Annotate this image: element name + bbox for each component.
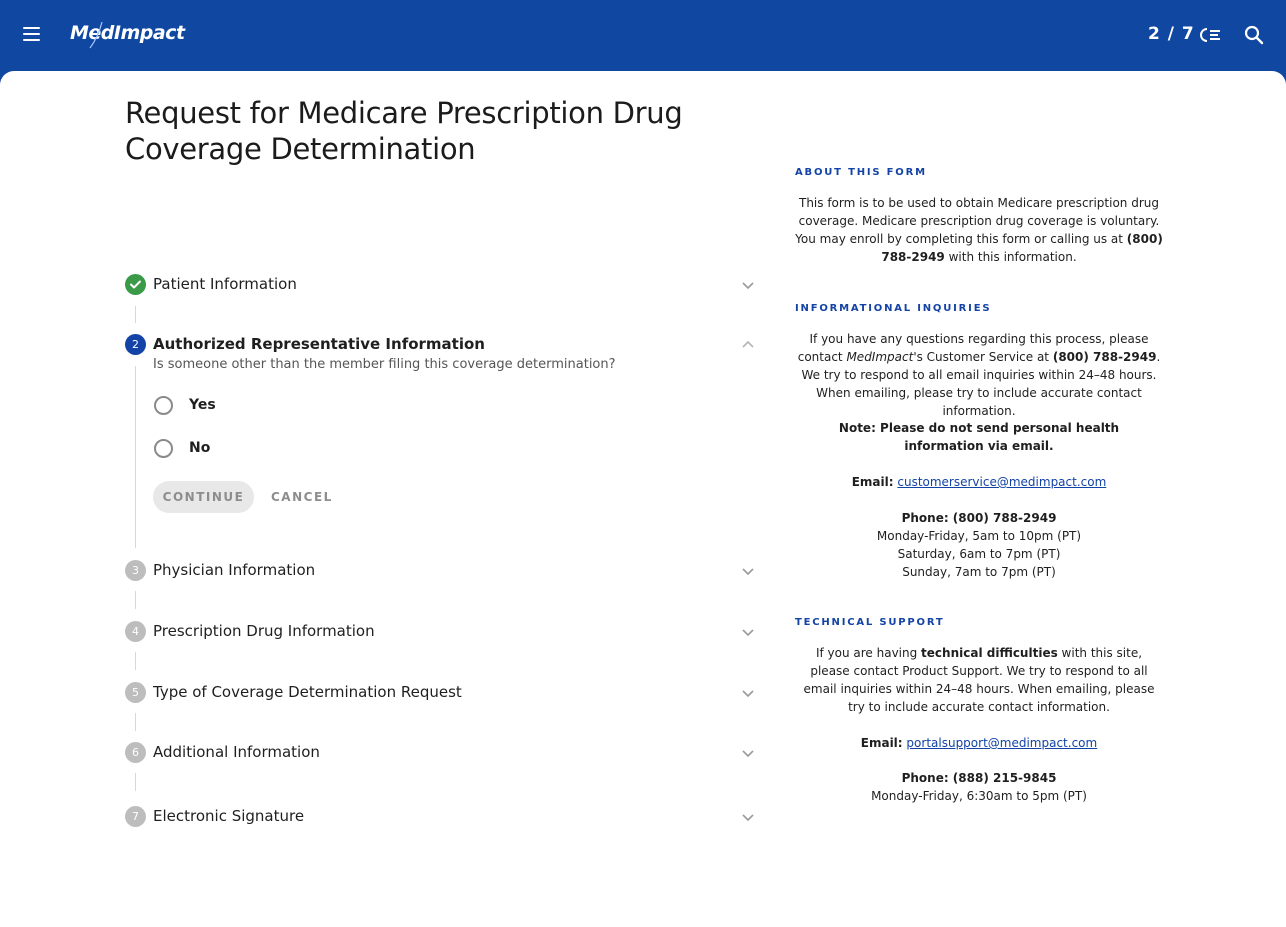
step-patient-information[interactable] [125, 274, 755, 300]
radio-button[interactable] [154, 439, 173, 458]
step-connector [135, 306, 136, 323]
about-text: This form is to be used to obtain Medicare prescription drug coverage. Medicare prescription drug coverage is voluntary. You may enroll by completing this form or calling us at (800) 788-2949 with this information. [795, 196, 1163, 264]
tech-email: Email: portalsupport@medimpact.com [860, 736, 1098, 750]
inquiries-email: Email: customerservice@medimpact.com [851, 475, 1107, 489]
checklist-icon[interactable] [1200, 24, 1222, 46]
inquiries-note: Note: Please do not send personal health information via email. [838, 421, 1120, 453]
step-additional-information[interactable] [125, 742, 755, 768]
step-label: Additional Information [153, 743, 320, 761]
check-icon [125, 274, 146, 295]
chevron-down-icon[interactable] [741, 810, 755, 824]
chevron-down-icon[interactable] [741, 686, 755, 700]
customer-service-email-link[interactable]: customerservice@medimpact.com [897, 475, 1107, 489]
about-heading: ABOUT THIS FORM [795, 167, 927, 178]
step-number-badge: 6 [125, 742, 146, 763]
radio-label: Yes [189, 397, 216, 413]
step-label: Authorized Representative Information [153, 335, 485, 353]
step-label: Prescription Drug Information [153, 622, 375, 640]
step-label: Electronic Signature [153, 807, 305, 825]
step-physician-information[interactable] [125, 560, 755, 586]
step-connector [135, 713, 136, 731]
step-number-badge: 7 [125, 806, 146, 827]
step-number-badge: 3 [125, 560, 146, 581]
inquiries-text: If you have any questions regarding this process, please contact MedImpact's Customer Service at (800) 788-2949. We try to respond to all email inquiries within 24–48 hours. When emailing, please try to include accurate contact information. [797, 332, 1161, 418]
step-label: Physician Information [153, 561, 316, 579]
page-title: Request for Medicare Prescription Drug Coverage Determination [125, 96, 683, 166]
step-label: Patient Information [153, 275, 297, 293]
radio-button[interactable] [154, 396, 173, 415]
tech-phone: Phone: (888) 215-9845 Monday-Friday, 6:30am to 5pm (PT) [871, 771, 1087, 803]
tech-heading: TECHNICAL SUPPORT [795, 617, 945, 628]
hamburger-icon[interactable] [20, 22, 44, 46]
step-number-badge: 5 [125, 682, 146, 703]
tech-text: If you are having technical difficulties with this site, please contact Product Support. We try to respond to all email inquiries within 24–48 hours. When emailing, please try to include accurate contact information. [803, 646, 1155, 714]
medimpact-logo[interactable]: MedImpact [70, 22, 185, 44]
step-question: Is someone other than the member filing this coverage determination? [153, 357, 616, 372]
top-app-bar [0, 0, 1286, 72]
chevron-up-icon[interactable] [741, 338, 755, 352]
step-label: Type of Coverage Determination Request [153, 683, 462, 701]
step-progress: 2 / 7 [1148, 24, 1195, 44]
portal-support-email-link[interactable]: portalsupport@medimpact.com [906, 736, 1098, 750]
cancel-button[interactable]: CANCEL [266, 481, 338, 513]
chevron-down-icon[interactable] [741, 564, 755, 578]
continue-button[interactable]: CONTINUE [153, 481, 254, 513]
step-connector [135, 652, 136, 670]
chevron-down-icon[interactable] [741, 278, 755, 292]
step-type-of-coverage[interactable] [125, 682, 755, 708]
step-electronic-signature[interactable] [125, 806, 755, 832]
search-icon[interactable] [1243, 24, 1265, 46]
step-number-badge: 4 [125, 621, 146, 642]
step-connector [135, 591, 136, 609]
chevron-down-icon[interactable] [741, 625, 755, 639]
logo-swoosh-icon [88, 20, 108, 50]
chevron-down-icon[interactable] [741, 746, 755, 760]
radio-label: No [189, 440, 211, 456]
inquiries-heading: INFORMATIONAL INQUIRIES [795, 303, 992, 314]
step-number-badge: 2 [125, 334, 146, 355]
step-connector [135, 773, 136, 791]
inquiries-phone: Phone: (800) 788-2949 Monday-Friday, 5am to 10pm (PT) Saturday, 6am to 7pm (PT) Sunday, 7am to 7pm (PT) [876, 511, 1082, 579]
step-connector [135, 366, 136, 548]
step-prescription-drug-information[interactable] [125, 621, 755, 647]
